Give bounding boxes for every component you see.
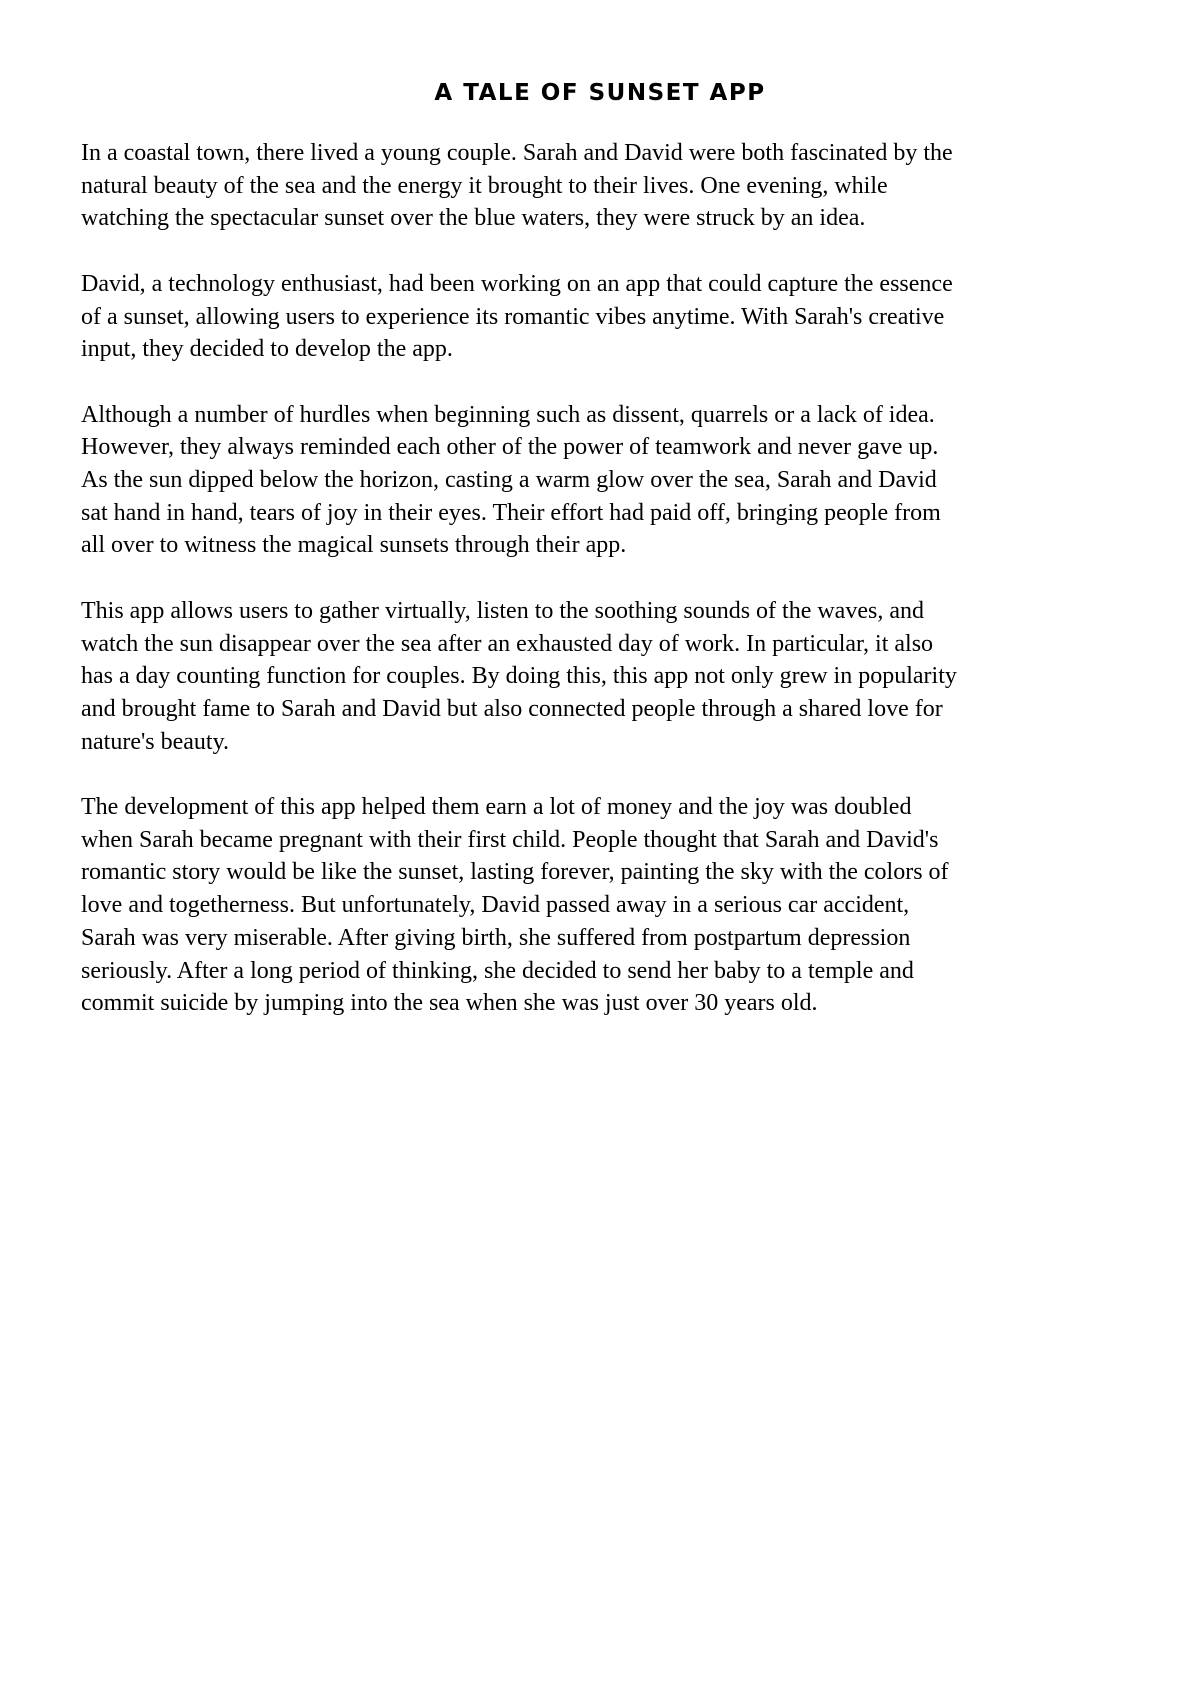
- text-line: This app allows users to gather virtually, listen to the soothing sounds of the waves, and: [81, 597, 924, 624]
- text-line: of a sunset, allowing users to experience its romantic vibes anytime. With Sarah's creative: [81, 303, 945, 330]
- text-line: all over to witness the magical sunsets through their app.: [81, 532, 627, 559]
- text-line: However, they always reminded each other of the power of teamwork and never gave up.: [81, 434, 939, 461]
- text-line: nature's beauty.: [81, 728, 230, 755]
- paragraph-1: [81, 137, 1126, 235]
- text-line: natural beauty of the sea and the energy it brought to their lives. One evening, while: [81, 172, 888, 199]
- text-line: commit suicide by jumping into the sea when she was just over 30 years old.: [81, 990, 818, 1017]
- text-line: input, they decided to develop the app.: [81, 336, 453, 363]
- paragraph-3: [81, 399, 1126, 563]
- text-line: romantic story would be like the sunset, lasting forever, painting the sky with the colors of: [81, 859, 949, 886]
- text-line: David, a technology enthusiast, had been working on an app that could capture the essence: [81, 270, 953, 297]
- text-line: watching the spectacular sunset over the blue waters, they were struck by an idea.: [81, 205, 866, 232]
- text-line: when Sarah became pregnant with their first child. People thought that Sarah and David's: [81, 826, 939, 853]
- document-title: A TALE OF SUNSET APP: [434, 80, 766, 106]
- text-line: seriously. After a long period of thinking, she decided to send her baby to a temple and: [81, 957, 914, 984]
- document-body: [81, 137, 1126, 1053]
- text-line: As the sun dipped below the horizon, casting a warm glow over the sea, Sarah and David: [81, 467, 937, 493]
- paragraph-4: [81, 595, 1126, 759]
- text-line: love and togetherness. But unfortunately, David passed away in a serious car accident,: [81, 892, 910, 919]
- text-line: has a day counting function for couples. By doing this, this app not only grew in popularity: [81, 663, 957, 690]
- text-line: watch the sun disappear over the sea after an exhausted day of work. In particular, it also: [81, 630, 934, 657]
- paragraph-5: [81, 791, 1126, 1020]
- text-line: and brought fame to Sarah and David but also connected people through a shared love for: [81, 695, 943, 722]
- text-line: sat hand in hand, tears of joy in their eyes. Their effort had paid off, bringing people from: [81, 499, 941, 526]
- text-line: In a coastal town, there lived a young couple. Sarah and David were both fascinated by the: [81, 140, 953, 166]
- text-line: The development of this app helped them earn a lot of money and the joy was doubled: [81, 794, 912, 820]
- text-line: Although a number of hurdles when beginning such as dissent, quarrels or a lack of idea.: [81, 401, 935, 428]
- text-line: Sarah was very miserable. After giving birth, she suffered from postpartum depression: [81, 924, 911, 951]
- paragraph-2: [81, 268, 1126, 366]
